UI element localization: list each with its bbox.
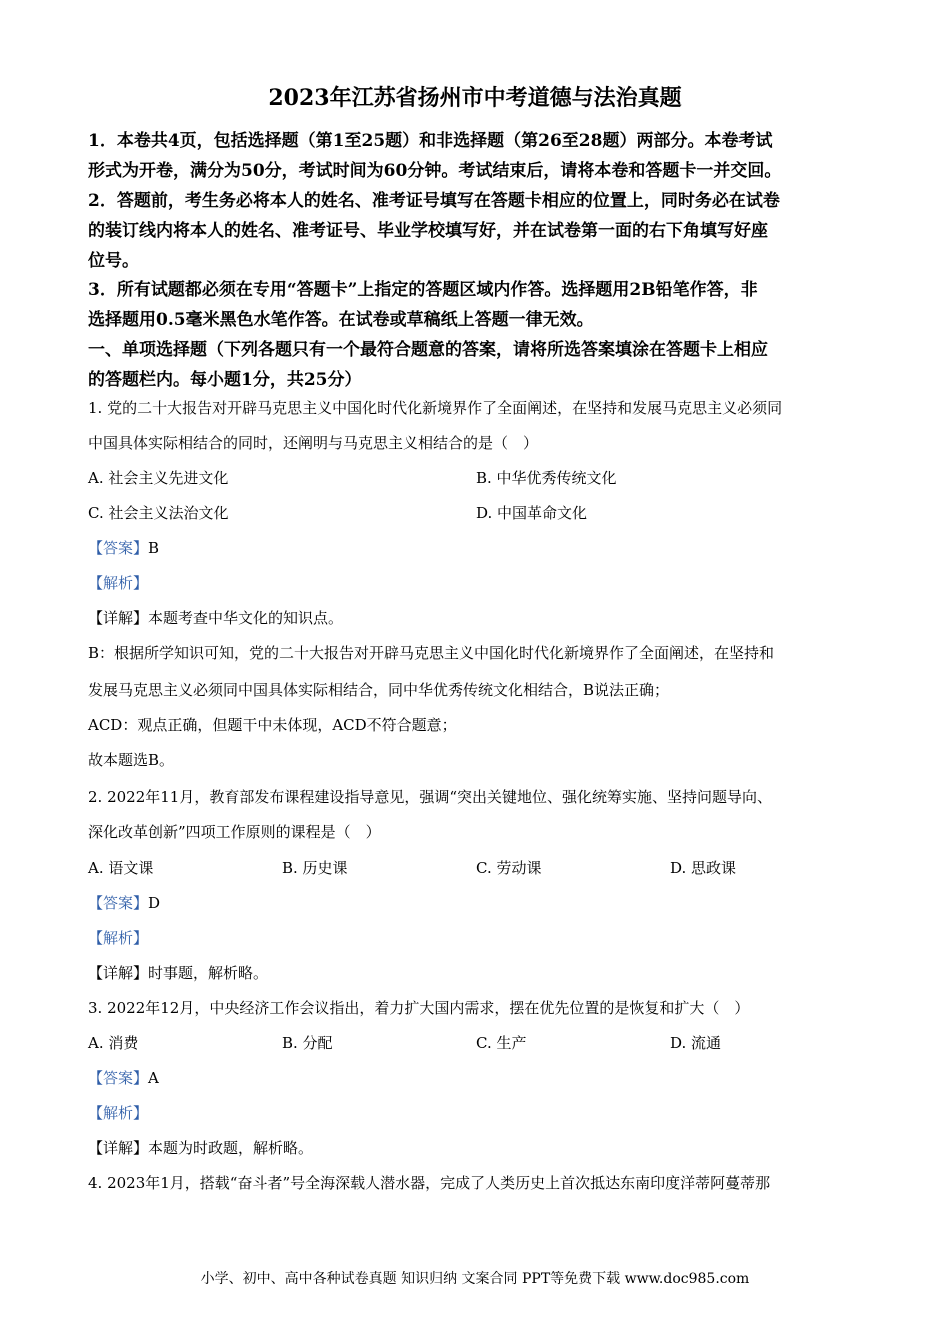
section-heading: 的答题栏内。每小题1分，共25分） bbox=[88, 370, 362, 390]
detail-label: 【详解】 bbox=[88, 609, 149, 627]
answer-label: 【答案】 bbox=[88, 539, 149, 557]
detail-text: 时事题，解析略。 bbox=[148, 964, 269, 982]
question-2-analysis-label: 【解析】 bbox=[88, 929, 149, 947]
question-1-answer bbox=[88, 536, 868, 560]
detail-text: 本题考查中华文化的知识点。 bbox=[148, 609, 344, 627]
question-2-option-b: B. 历史课 bbox=[282, 859, 348, 877]
detail-label: 【详解】 bbox=[88, 964, 149, 982]
question-1-stem: 中国具体实际相结合的同时，还阐明与马克思主义相结合的是（ ） bbox=[88, 434, 539, 452]
question-2-option-d: D. 思政课 bbox=[670, 859, 737, 877]
instruction-line: 2．答题前，考生务必将本人的姓名、准考证号填写在答题卡相应的位置上，同时务必在试卷 bbox=[88, 191, 780, 211]
answer-label: 【答案】 bbox=[88, 1069, 149, 1087]
instruction-line: 3．所有试题都必须在专用“答题卡”上指定的答题区域内作答。选择题用2B铅笔作答，非 bbox=[88, 280, 758, 300]
question-4-stem: 4. 2023年1月，搭载“奋斗者”号全海深载人潜水器，完成了人类历史上首次抵达东南印度洋蒂阿蔓蒂那 bbox=[88, 1174, 771, 1192]
question-1-explain: ACD：观点正确，但题干中未体现，ACD不符合题意； bbox=[88, 716, 457, 734]
question-3-detail bbox=[88, 1136, 868, 1160]
instruction-line: 形式为开卷，满分为50分，考试时间为60分钟。考试结束后，请将本卷和答题卡一并交回。 bbox=[88, 161, 782, 181]
question-2-stem: 2. 2022年11月，教育部发布课程建设指导意见，强调“突出关键地位、强化统筹实施、坚持问题导向、 bbox=[88, 788, 773, 806]
instruction-line: 选择题用0.5毫米黑色水笔作答。在试卷或草稿纸上答题一律无效。 bbox=[88, 310, 594, 330]
page-footer: 小学、初中、高中各种试卷真题 知识归纳 文案合同 PPT等免费下载 www.doc985.com bbox=[200, 1271, 750, 1287]
question-1-explain: 发展马克思主义必须同中国具体实际相结合，同中华优秀传统文化相结合，B说法正确； bbox=[88, 681, 670, 699]
question-1-option-b: B. 中华优秀传统文化 bbox=[476, 469, 617, 487]
question-3-answer bbox=[88, 1066, 868, 1090]
question-3-analysis-label: 【解析】 bbox=[88, 1104, 149, 1122]
question-3-option-d: D. 流通 bbox=[670, 1034, 722, 1052]
question-2-answer bbox=[88, 891, 868, 915]
instruction-line: 1．本卷共4页，包括选择题（第1至25题）和非选择题（第26至28题）两部分。本卷考试 bbox=[88, 131, 773, 151]
question-1-option-a: A. 社会主义先进文化 bbox=[88, 469, 229, 487]
detail-label: 【详解】 bbox=[88, 1139, 149, 1157]
question-2-detail bbox=[88, 961, 868, 985]
answer-value: B bbox=[148, 539, 160, 557]
question-1-analysis-label: 【解析】 bbox=[88, 574, 149, 592]
instruction-line: 位号。 bbox=[88, 251, 139, 271]
question-3-option-c: C. 生产 bbox=[476, 1034, 527, 1052]
answer-label: 【答案】 bbox=[88, 894, 149, 912]
page-title: 2023年江苏省扬州市中考道德与法治真题 bbox=[268, 85, 682, 111]
question-2-stem: 深化改革创新”四项工作原则的课程是（ ） bbox=[88, 823, 381, 841]
detail-text: 本题为时政题，解析略。 bbox=[148, 1139, 314, 1157]
question-3-option-b: B. 分配 bbox=[282, 1034, 333, 1052]
question-2-option-a: A. 语文课 bbox=[88, 859, 154, 877]
section-heading: 一、单项选择题（下列各题只有一个最符合题意的答案，请将所选答案填涂在答题卡上相应 bbox=[88, 340, 768, 360]
question-1-detail bbox=[88, 606, 868, 630]
instruction-line: 的装订线内将本人的姓名、准考证号、毕业学校填写好，并在试卷第一面的右下角填写好座 bbox=[88, 221, 768, 241]
question-1-stem: 1. 党的二十大报告对开辟马克思主义中国化时代化新境界作了全面阐述，在坚持和发展马克思主义必须同 bbox=[88, 399, 783, 417]
answer-value: D bbox=[148, 894, 161, 912]
answer-value: A bbox=[148, 1069, 159, 1087]
question-3-option-a: A. 消费 bbox=[88, 1034, 139, 1052]
question-3-stem: 3. 2022年12月，中央经济工作会议指出，着力扩大国内需求，摆在优先位置的是恢复和扩大（ ） bbox=[88, 999, 750, 1017]
question-1-explain: B：根据所学知识可知，党的二十大报告对开辟马克思主义中国化时代化新境界作了全面阐述，在坚持和 bbox=[88, 644, 775, 662]
question-1-option-d: D. 中国革命文化 bbox=[476, 504, 588, 522]
question-1-option-c: C. 社会主义法治文化 bbox=[88, 504, 229, 522]
question-2-option-c: C. 劳动课 bbox=[476, 859, 542, 877]
question-1-explain: 故本题选B。 bbox=[88, 751, 175, 769]
